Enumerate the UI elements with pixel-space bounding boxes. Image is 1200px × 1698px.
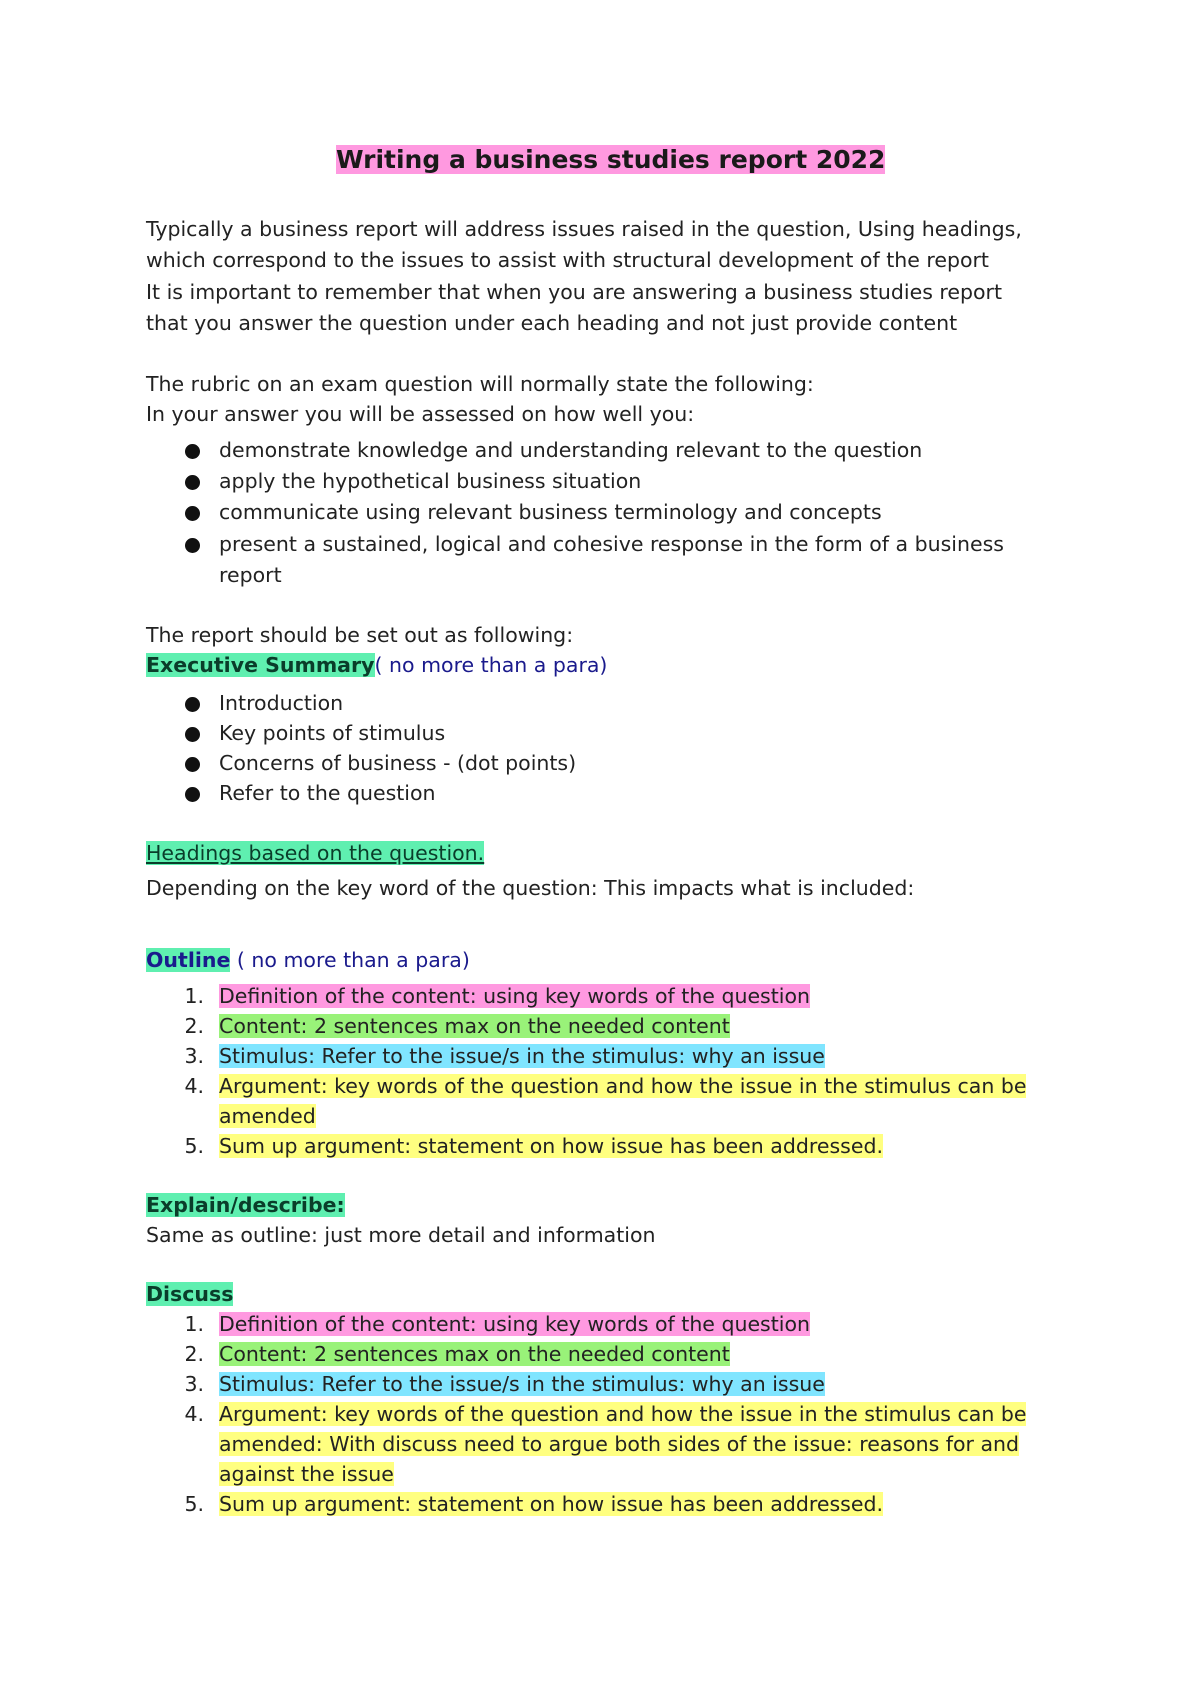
rubric-line-2: In your answer you will be assessed on how well you: xyxy=(146,402,695,426)
headings-based-heading: Headings based on the question. xyxy=(146,841,485,865)
exec-summary-heading: Executive Summary xyxy=(146,653,375,677)
outline-num-2: 2. xyxy=(184,1014,204,1038)
discuss-item-4-cont-text: amended: With discuss need to argue both sides of the issue: reasons for and xyxy=(219,1432,1020,1456)
rubric-bullet-4-cont: report xyxy=(219,563,282,587)
rubric-bullet-3: communicate using relevant business terminology and concepts xyxy=(219,500,882,524)
bullet-icon xyxy=(185,727,200,742)
bullet-icon xyxy=(185,697,200,712)
discuss-item-2-text: Content: 2 sentences max on the needed content xyxy=(219,1342,730,1366)
exec-bullet-4: Refer to the question xyxy=(219,781,436,805)
document-title-text: Writing a business studies report 2022 xyxy=(336,145,886,174)
discuss-heading: Discuss xyxy=(146,1282,234,1306)
outline-num-3: 3. xyxy=(184,1044,204,1068)
exec-bullet-2: Key points of stimulus xyxy=(219,721,446,745)
explain-heading-row xyxy=(146,1191,345,1219)
outline-item-2 xyxy=(219,1012,730,1040)
report-setout-line: The report should be set out as following: xyxy=(146,623,574,647)
discuss-item-1-text: Definition of the content: using key words of the question xyxy=(219,1312,811,1336)
outline-note: ( no more than a para) xyxy=(230,948,470,972)
outline-item-4-cont-text: amended xyxy=(219,1104,316,1128)
outline-item-4-text: Argument: key words of the question and how the issue in the stimulus can be xyxy=(219,1074,1027,1098)
bullet-icon xyxy=(185,444,200,459)
discuss-item-2 xyxy=(219,1340,730,1368)
bullet-icon xyxy=(185,787,200,802)
bullet-icon xyxy=(185,475,200,490)
exec-summary-heading-row xyxy=(146,651,607,679)
discuss-item-5-text: Sum up argument: statement on how issue has been addressed. xyxy=(219,1492,883,1516)
discuss-item-5 xyxy=(219,1490,883,1518)
intro-line-3: It is important to remember that when you are answering a business studies report xyxy=(146,280,1003,304)
bullet-icon xyxy=(185,757,200,772)
exec-bullet-3: Concerns of business - (dot points) xyxy=(219,751,577,775)
outline-item-5-text: Sum up argument: statement on how issue has been addressed. xyxy=(219,1134,883,1158)
discuss-item-4-cont2-text: against the issue xyxy=(219,1462,394,1486)
outline-item-1-text: Definition of the content: using key words of the question xyxy=(219,984,811,1008)
explain-text: Same as outline: just more detail and information xyxy=(146,1223,656,1247)
discuss-item-4-text: Argument: key words of the question and how the issue in the stimulus can be xyxy=(219,1402,1027,1426)
discuss-item-3-text: Stimulus: Refer to the issue/s in the stimulus: why an issue xyxy=(219,1372,825,1396)
rubric-line-1: The rubric on an exam question will normally state the following: xyxy=(146,372,814,396)
outline-heading: Outline xyxy=(146,948,231,972)
rubric-bullet-4: present a sustained, logical and cohesive response in the form of a business xyxy=(219,532,1004,556)
outline-item-4 xyxy=(219,1072,1026,1100)
headings-based-row xyxy=(146,839,484,867)
discuss-item-1 xyxy=(219,1310,810,1338)
intro-line-1: Typically a business report will address issues raised in the question, Using headings, xyxy=(146,217,1022,241)
outline-num-5: 5. xyxy=(184,1134,204,1158)
discuss-num-5: 5. xyxy=(184,1492,204,1516)
discuss-num-2: 2. xyxy=(184,1342,204,1366)
rubric-bullet-2: apply the hypothetical business situation xyxy=(219,469,642,493)
exec-bullet-1: Introduction xyxy=(219,691,344,715)
discuss-item-3 xyxy=(219,1370,825,1398)
intro-line-2: which correspond to the issues to assist with structural development of the report xyxy=(146,248,989,272)
discuss-heading-row xyxy=(146,1280,233,1308)
outline-item-1 xyxy=(219,982,810,1010)
discuss-item-4-cont xyxy=(219,1430,1019,1458)
discuss-num-1: 1. xyxy=(184,1312,204,1336)
bullet-icon xyxy=(185,538,200,553)
document-title xyxy=(336,144,885,176)
bullet-icon xyxy=(185,506,200,521)
outline-num-4: 4. xyxy=(184,1074,204,1098)
outline-num-1: 1. xyxy=(184,984,204,1008)
rubric-bullet-1: demonstrate knowledge and understanding relevant to the question xyxy=(219,438,923,462)
outline-item-4-cont xyxy=(219,1102,316,1130)
discuss-item-4 xyxy=(219,1400,1026,1428)
discuss-num-3: 3. xyxy=(184,1372,204,1396)
explain-heading: Explain/describe: xyxy=(146,1193,345,1217)
discuss-item-4-cont2 xyxy=(219,1460,394,1488)
depending-line: Depending on the key word of the question: This impacts what is included: xyxy=(146,876,915,900)
exec-summary-note: ( no more than a para) xyxy=(374,653,608,677)
outline-item-3 xyxy=(219,1042,825,1070)
outline-item-5 xyxy=(219,1132,883,1160)
intro-line-4: that you answer the question under each heading and not just provide content xyxy=(146,311,958,335)
discuss-num-4: 4. xyxy=(184,1402,204,1426)
outline-item-3-text: Stimulus: Refer to the issue/s in the stimulus: why an issue xyxy=(219,1044,825,1068)
outline-item-2-text: Content: 2 sentences max on the needed content xyxy=(219,1014,730,1038)
outline-heading-row xyxy=(146,946,470,974)
